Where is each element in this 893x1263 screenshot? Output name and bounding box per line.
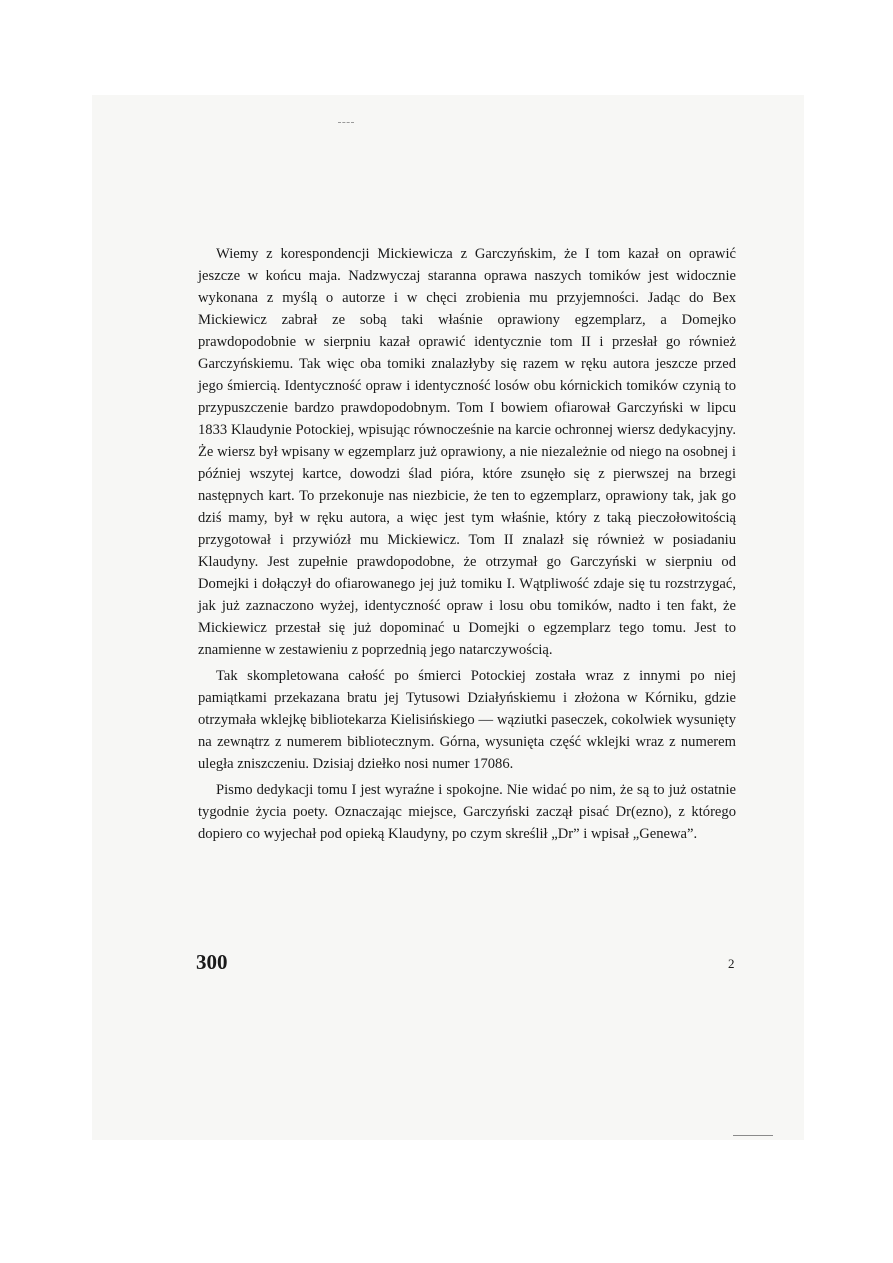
paragraph-3: Pismo dedykacji tomu I jest wyraźne i spokojne. Nie widać po nim, że są to już ostatnie tygodnie życia poety. Oznaczając miejsce, Garczyński zaczął pisać Dr(ezno), z którego dopiero co wyjechał pod opieką Klaudyny, po czym skreślił „Dr” i wpisał „Genewa”. bbox=[198, 782, 736, 842]
page-number: 300 bbox=[196, 950, 228, 974]
body-text bbox=[198, 243, 736, 849]
top-smudge bbox=[338, 122, 354, 125]
signature-mark: 2 bbox=[728, 956, 735, 971]
bottom-rule bbox=[733, 1135, 773, 1136]
paragraph-2: Tak skompletowana całość po śmierci Potockiej została wraz z innymi po niej pamiątkami przekazana bratu jej Tytusowi Działyńskiemu i złożona w Kórniku, gdzie otrzymała wklejkę bibliotekarza Kielisińskiego — wąziutki paseczek, cokolwiek wysunięty na zewnątrz z numerem bibliotecznym. Górna, wysunięta część wklejki wraz z numerem uległa zniszczeniu. Dzisiaj dziełko nosi numer 17086. bbox=[198, 668, 736, 772]
paragraph-1: Wiemy z korespondencji Mickiewicza z Garczyńskim, że I tom kazał on oprawić jeszcze w końcu maja. Nadzwyczaj staranna oprawa naszych tomików jest widocznie wykonana z myślą o autorze i w chęci zrobienia mu przyjemności. Jadąc do Bex Mickiewicz zabrał ze sobą taki właśnie oprawiony egzemplarz, a Domejko prawdopodobnie w sierpniu kazał oprawić identycznie tom II i przesłał go również Garczyńskiemu. Tak więc oba tomiki znalazłyby się razem w ręku autora jeszcze przed jego śmiercią. Identyczność opraw i identyczność losów obu kórnickich tomików czynią to przypuszczenie bardzo prawdopodobnym. Tom I bowiem ofiarował Garczyński w lipcu 1833 Klaudynie Potockiej, wpisując równocześnie na karcie ochronnej wiersz dedykacyjny. Że wiersz był wpisany w egzemplarz już oprawiony, a nie niezależnie od niego na osobnej i później wszytej kartce, dowodzi ślad pióra, które zsunęło się z pierwszej na brzegi następnych kart. To przekonuje nas niezbicie, że ten to egzemplarz, oprawiony tak, jak go dziś mamy, był w ręku autora, a więc jest tym właśnie, który z taką pieczołowitością przygotował i przywiózł mu Mickiewicz. Tom II znalazł się również w posiadaniu Klaudyny. Jest zupełnie prawdopodobne, że otrzymał go Garczyński w sierpniu od Domejki i dołączył do ofiarowanego jej już tomiku I. Wątpliwość zdaje się tu rozstrzygać, jak już zaznaczono wyżej, identyczność opraw i losu obu tomików, nadto i ten fakt, że Mickiewicz przestał się już dopominać u Domejki o egzemplarz tego tomu. Jest to znamienne w zestawieniu z poprzednią jego natarczywością. bbox=[198, 246, 736, 658]
